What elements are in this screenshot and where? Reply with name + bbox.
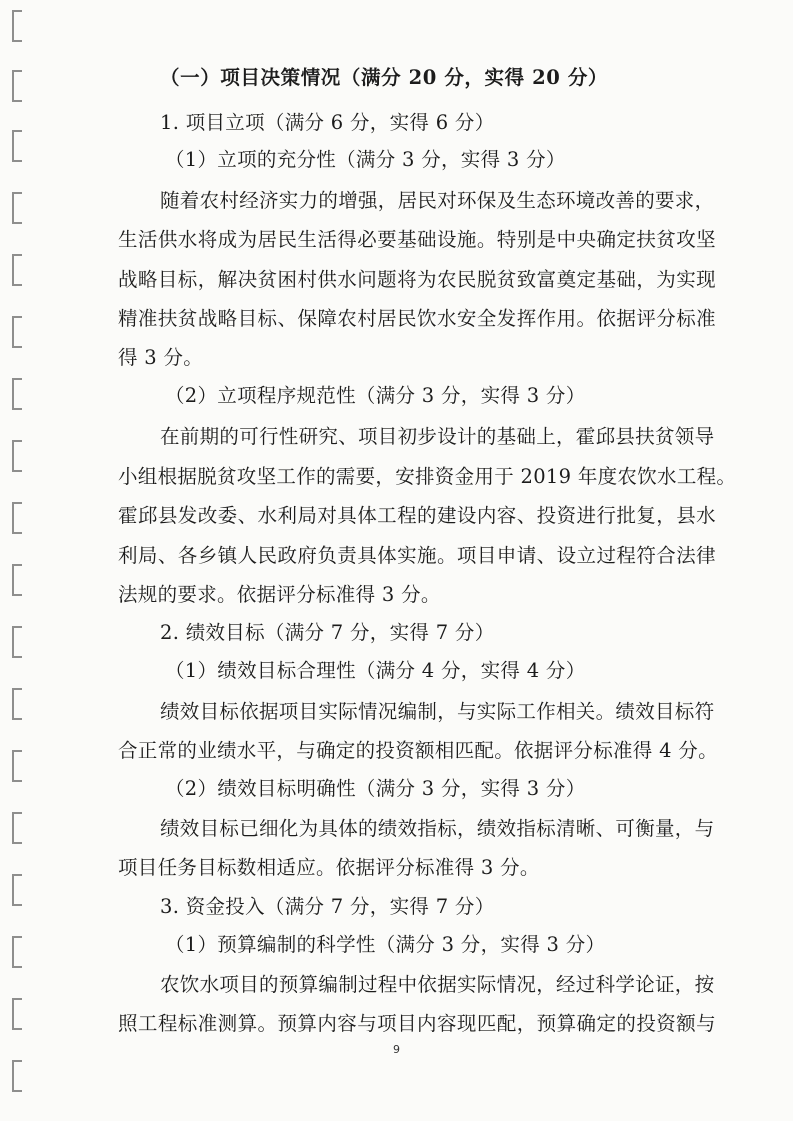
paragraph-line: 合正常的业绩水平，与确定的投资额相匹配。依据评分标准得 4 分。	[118, 739, 718, 762]
paragraph-line: 得 3 分。	[118, 346, 204, 369]
item-heading: （2）立项程序规范性（满分 3 分，实得 3 分）	[165, 384, 586, 407]
paragraph-line: 生活供水将成为居民生活得必要基础设施。特别是中央确定扶贫攻坚	[118, 228, 716, 251]
item-heading: （1）立项的充分性（满分 3 分，实得 3 分）	[165, 148, 566, 171]
paragraph-line: 战略目标，解决贫困村供水问题将为农民脱贫致富奠定基础，为实现	[118, 268, 716, 291]
paragraph-line: 法规的要求。依据评分标准得 3 分。	[118, 583, 441, 606]
paragraph-line: 在前期的可行性研究、项目初步设计的基础上，霍邱县扶贫领导	[160, 425, 715, 448]
paragraph-line: 农饮水项目的预算编制过程中依据实际情况，经过科学论证，按	[160, 973, 715, 996]
subsection-heading: 2. 绩效目标（满分 7 分，实得 7 分）	[160, 621, 495, 644]
item-heading: （2）绩效目标明确性（满分 3 分，实得 3 分）	[165, 777, 586, 800]
paragraph-line: 精准扶贫战略目标、保障农村居民饮水安全发挥作用。依据评分标准	[118, 307, 716, 330]
section-heading: （一）项目决策情况（满分 20 分，实得 20 分）	[160, 66, 609, 89]
paragraph-line: 利局、各乡镇人民政府负责具体实施。项目申请、设立过程符合法律	[118, 544, 716, 567]
paragraph-line: 霍邱县发改委、水利局对具体工程的建设内容、投资进行批复，县水	[118, 504, 716, 527]
paragraph-line: 绩效目标依据项目实际情况编制，与实际工作相关。绩效目标符	[160, 700, 715, 723]
paragraph-line: 项目任务目标数相适应。依据评分标准得 3 分。	[118, 856, 540, 879]
paragraph-line: 小组根据脱贫攻坚工作的需要，安排资金用于 2019 年度农饮水工程。	[118, 465, 737, 488]
page-number: 9	[393, 1043, 400, 1056]
subsection-heading: 1. 项目立项（满分 6 分，实得 6 分）	[160, 111, 495, 134]
subsection-heading: 3. 资金投入（满分 7 分，实得 7 分）	[160, 895, 495, 918]
paragraph-line: 照工程标准测算。预算内容与项目内容现匹配，预算确定的投资额与	[118, 1012, 716, 1035]
paragraph-line: 随着农村经济实力的增强，居民对环保及生态环境改善的要求，	[160, 189, 715, 212]
paragraph-line: 绩效目标已细化为具体的绩效指标，绩效指标清晰、可衡量，与	[160, 817, 715, 840]
item-heading: （1）绩效目标合理性（满分 4 分，实得 4 分）	[165, 659, 586, 682]
item-heading: （1）预算编制的科学性（满分 3 分，实得 3 分）	[165, 933, 606, 956]
